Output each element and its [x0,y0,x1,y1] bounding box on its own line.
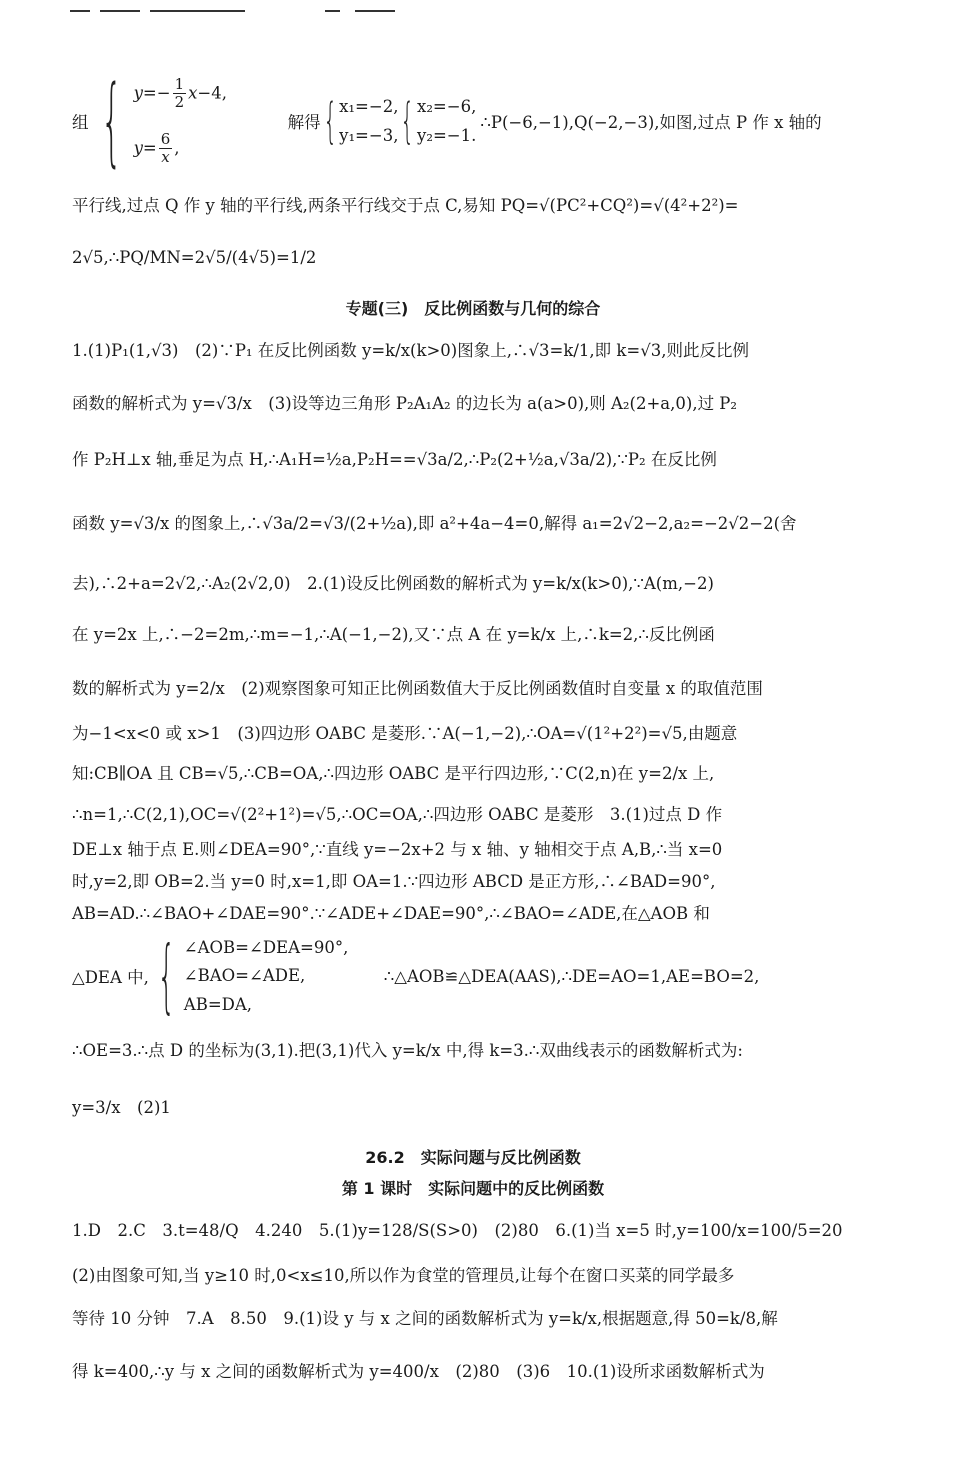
solution-block-3 [72,1204,874,1400]
text-line: ∴OE=3.∴点 D 的坐标为(3,1).把(3,1)代入 y=k/x 中,得 k=3.∴双曲线表示的函数解析式为: [72,1041,743,1060]
left-brace: { [157,929,176,1022]
text-line: 得 k=400,∴y 与 x 之间的函数解析式为 y=400/x (2)80 (3)6 10.(1)设所求函数解析式为 [72,1362,765,1381]
section-heading: 专题(三) 反比例函数与几何的综合 [345,299,601,318]
text-line: y=3/x (2)1 [72,1098,171,1117]
text-line: 等待 10 分钟 7.A 8.50 9.(1)设 y 与 x 之间的函数解析式为 y=k/x,根据题意,得 50=k/8,解 [72,1309,778,1328]
text-line: 1.D 2.C 3.t=48/Q 4.240 5.(1)y=128/S(S>0) (2)80 6.(1)当 x=5 时,y=100/x=100/5=20 [72,1221,843,1240]
left-brace: { [100,65,122,177]
system-result: ∴P(−6,−1),Q(−2,−3),如图,过点 P 作 x 轴的 [480,113,822,132]
lesson-heading: 第 1 课时 实际问题中的反比例函数 [341,1179,605,1198]
text-line: ∴n=1,∴C(2,1),OC=√(2²+1²)=√5,∴OC=OA,∴四边形 OABC 是菱形 3.(1)过点 D 作 [72,805,723,824]
solve-label: 解得 [287,113,321,132]
equation-2: y= $\frac{6}{x}$ , [133,129,180,166]
equation-system-1 [72,62,874,180]
solution-1-y: y₁=−3, [339,126,399,145]
equation-1: y=− $\frac{1}{2}$ x−4, [133,74,227,111]
solution-2-x: x₂=−6, [417,97,477,116]
text-line: 数的解析式为 y=2/x (2)观察图象可知正比例函数值大于反比例函数值时自变量 x 的取值范围 [72,679,763,698]
text-line: 1.(1)P₁(1,√3) (2)∵P₁ 在反比例函数 y=k/x(k>0)图象上,∴√3=k/1,即 k=√3,则此反比例 [72,341,749,360]
text-line: 平行线,过点 Q 作 y 轴的平行线,两条平行线交于点 C,易知 PQ=√(PC²+CQ²)=√(4²+2²)= [72,196,739,215]
text-line: 2√5,∴PQ/MN=2√5/(4√5)=1/2 [72,248,317,267]
text-line: 函数的解析式为 y=√3/x (3)设等边三角形 P₂A₁A₂ 的边长为 a(a>0),则 A₂(2+a,0),过 P₂ [72,394,738,413]
congruence-conclusion: ∴△AOB≌△DEA(AAS),∴DE=AO=1,AE=BO=2, [383,966,760,986]
answer-page [72,62,874,1400]
congruence-system [72,930,874,1022]
condition-2: ∠BAO=∠ADE, [183,966,306,986]
text-line: (2)由图象可知,当 y≥10 时,0<x≤10,所以作为食堂的管理员,让每个在窗口买菜的同学最多 [72,1266,735,1285]
condition-1: ∠AOB=∠DEA=90°, [183,937,349,957]
left-brace: { [400,93,415,149]
text-line: 作 P₂H⊥x 轴,垂足为点 H,∴A₁H=½a,P₂H==√3a/2,∴P₂(2+½a,√3a/2),∵P₂ 在反比例 [72,450,717,469]
solution-2-y: y₂=−1. [417,126,477,145]
section-heading: 26.2 实际问题与反比例函数 [365,1148,581,1167]
system-prefix: 组 [72,113,89,132]
text-line: 时,y=2,即 OB=2.当 y=0 时,x=1,即 OA=1.∵四边形 ABCD 是正方形,∴∠BAD=90°, [72,872,716,891]
text-line: 为−1<x<0 或 x>1 (3)四边形 OABC 是菱形.∵A(−1,−2),∴OA=√(1²+2²)=√5,由题意 [72,724,738,743]
text-line: 去),∴2+a=2√2,∴A₂(2√2,0) 2.(1)设反比例函数的解析式为 y=k/x(k>0),∵A(m,−2) [72,574,714,593]
left-brace: { [322,93,337,149]
solution-1-x: x₁=−2, [339,97,399,116]
solution-block-1 [72,326,874,930]
condition-3: AB=DA, [183,995,253,1015]
text-line: 知:CB∥OA 且 CB=√5,∴CB=OA,∴四边形 OABC 是平行四边形,∵C(2,n)在 y=2/x 上, [72,764,715,783]
top-edge-marks [70,6,410,14]
system-prefix: △DEA 中, [72,968,149,987]
text-line: 在 y=2x 上,∴−2=2m,∴m=−1,∴A(−1,−2),又∵点 A 在 y=k/x 上,∴k=2,∴反比例函 [72,625,715,644]
text-line: 函数 y=√3/x 的图象上,∴√3a/2=√3/(2+½a),即 a²+4a−4=0,解得 a₁=2√2−2,a₂=−2√2−2(舍 [72,514,797,533]
text-line: DE⊥x 轴于点 E.则∠DEA=90°,∵直线 y=−2x+2 与 x 轴、y 轴相交于点 A,B,∴当 x=0 [72,840,723,859]
text-line: AB=AD.∴∠BAO+∠DAE=90°.∵∠ADE+∠DAE=90°,∴∠BAO=∠ADE,在△AOB 和 [72,904,710,923]
